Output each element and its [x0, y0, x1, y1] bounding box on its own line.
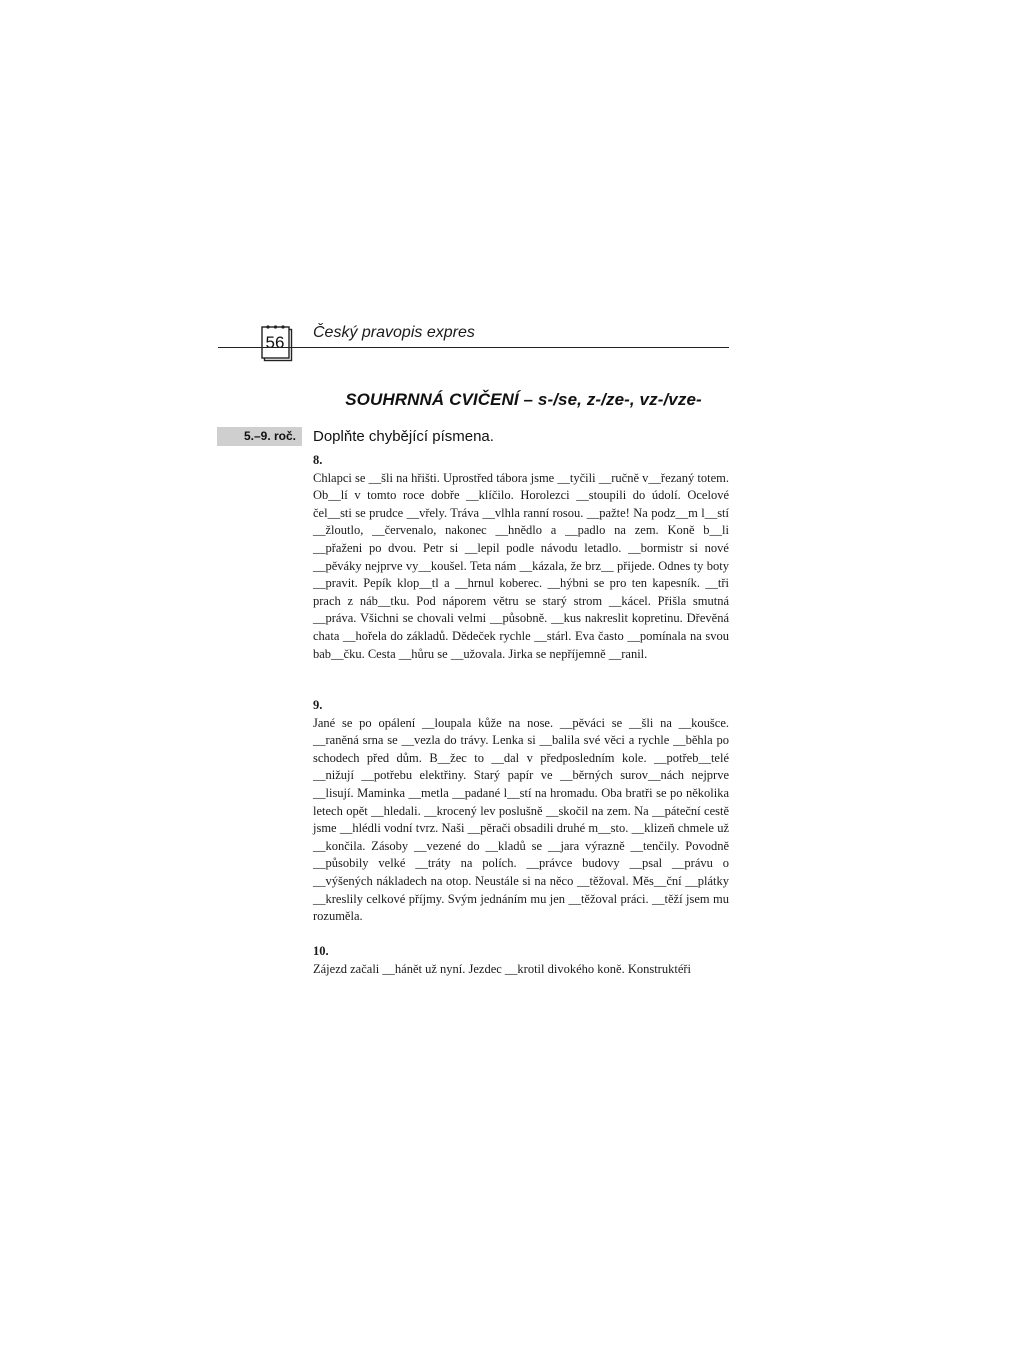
page-number-box — [261, 324, 293, 362]
exercise-text: Jané se po opálení __loupala kůže na nose. __pěváci se __šli na __koušce. __raněná srna se __vezla do trávy. Lenka si __balila své věci a rychle __běhla po schodech před dům. B__žec to __dal v předposledním kole. __potřeb__telé __nižují __potřebu elektřiny. Starý papír ve __běrných surov__nách nejprve __lisují. Maminka __metla __padané l__stí na hromadu. Oba bratři se po několika letech opět __hledali. __krocený lev poslušně __skočil na zem. Na __páteční cestě jsme __hlédli vodní tvrz. Naši __pěrači obsadili druhé m__sto. __klizeň chmele už __končila. Zásoby __vezené do __kladů se __jara výrazně __tenčily. Povodně __působily velké __tráty na polích. __právce budovy __psal __právu o __výšených nákladech na otop. Neustále si na něco __těžoval. Měs__ční __plátky __kreslily celkové příjmy. Svým jednáním mu jen __těžoval práci. __těží jsem mu rozuměla. — [313, 715, 729, 924]
exercise-9 — [313, 697, 729, 926]
exercise-10 — [313, 943, 729, 978]
book-title: Český pravopis expres — [313, 324, 475, 341]
page-number: 56 — [265, 333, 285, 352]
exercise-number: 8. — [313, 453, 323, 467]
grade-badge: 5.–9. roč. — [217, 427, 302, 446]
exercise-number: 10. — [313, 944, 329, 958]
exercise-text: Chlapci se __šli na hřišti. Uprostřed tábora jsme __tyčili __ručně v__řezaný totem. Ob__lí v tomto roce dobře __klíčilo. Horolezci __stoupili do údolí. Ocelové čel__sti se prudce __vřely. Tráva __vlhla ranní rosou. __pažte! Na podz__m l__stí __žloutlo, __červenalo, nakonec __hnědlo a __padlo na zem. Koně b__li __přaženi po dvou. Petr si __lepil podle návodu letadlo. __bormistr si nové __pěváky nejprve vy__koušel. Teta nám __kázala, že brz__ přijede. Odnes ty boty __pravit. Pepík klop__tl a __hrnul koberec. __hýbni se pro ten kapesník. __tři prach z náb__tku. Pod náporem větru se starý strom __kácel. Přišla smutná __práva. Všichni se chovali velmi __působně. __kus nakreslit kopretinu. Dřevěná chata __hořela do základů. Dědeček rychle __stárl. Eva často __pomínala na svou bab__čku. Cesta __hůru se __užovala. Jirka se nepříjemně __ranil. — [313, 470, 729, 661]
exercise-text: Zájezd začali __hánět už nyní. Jezdec __krotil divokého koně. Konstruktéři — [313, 961, 691, 976]
exercise-8 — [313, 452, 729, 663]
section-title: SOUHRNNÁ CVIČENÍ – s-/se, z-/ze-, vz-/vze- — [345, 390, 702, 409]
instruction: Doplňte chybějící písmena. — [313, 428, 494, 445]
header-rule — [218, 347, 729, 348]
exercise-number: 9. — [313, 698, 323, 712]
